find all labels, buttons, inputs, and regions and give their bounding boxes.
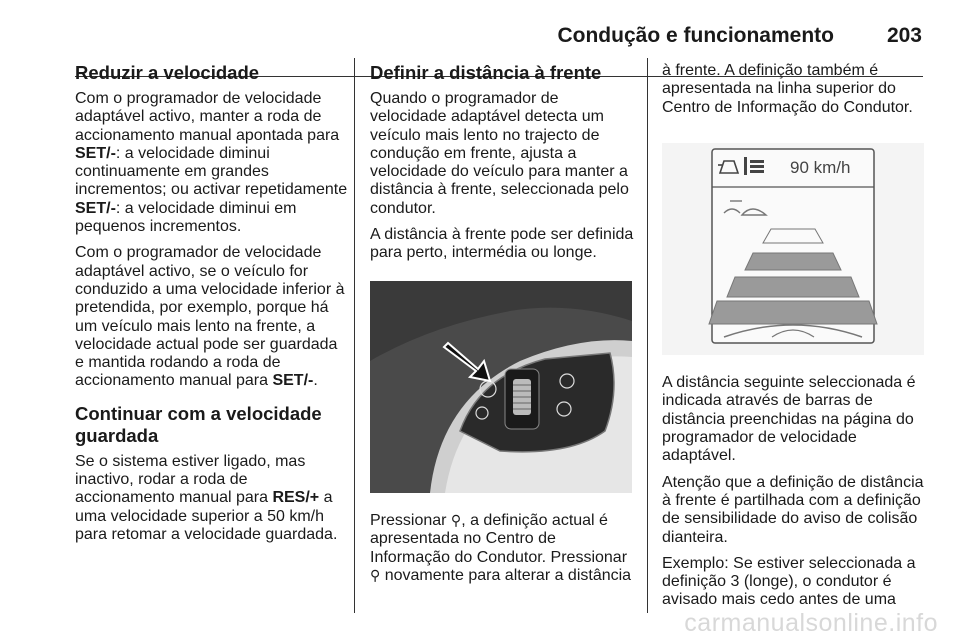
speed-readout: 90 km/h [790, 157, 851, 177]
paragraph [75, 90, 350, 236]
text: Com o programador de velocidade adaptável activo, se o veículo for conduzido a uma velocidade inferior à pretendida, por exemplo, porque há um veículo mais lento na frente, a velocidade actual pode ser guardada e mantida rodando a roda de accionamento manual para [75, 244, 345, 390]
distance-button-icon: ⚲ [370, 567, 381, 584]
steering-wheel-illustration [370, 281, 632, 493]
text: Pressionar [370, 511, 451, 529]
page-number: 203 [886, 24, 922, 47]
column-left [75, 62, 350, 552]
distance-button-icon: ⚲ [450, 512, 462, 529]
page-header [0, 24, 922, 54]
paragraph: A distância à frente pode ser definida para perto, intermédia ou longe. [370, 226, 634, 262]
paragraph: à frente. A definição também é apresentada na linha superior do Centro de Informação do Condutor. [662, 62, 913, 116]
text: a uma velocidade superior a 50 km/h para retomar a velocidade guardada. [75, 489, 338, 543]
distance-bar [727, 277, 859, 297]
heading-resume-speed: Continuar com a velocidade guardada [75, 402, 322, 446]
control-label: SET/- [272, 372, 314, 390]
paragraph: Atenção que a definição de distância à frente é partilhada com a definição de sensibilidade do aviso de colisão dianteira. [662, 473, 924, 546]
text: Com o programador de velocidade adaptável activo, manter a roda de accionamento manual apontada para [75, 90, 340, 144]
heading-reduce-speed: Reduzir a velocidade [75, 62, 260, 83]
column-divider [647, 58, 648, 613]
watermark: carmanualsonline.info [684, 609, 938, 637]
heading-set-distance: Definir a distância à frente [370, 62, 602, 83]
text: Se o sistema estiver ligado, mas inactivo, rodar a roda de accionamento manual para [75, 452, 306, 507]
column-divider [354, 58, 355, 613]
paragraph: A distância seguinte seleccionada é indicada através de barras de distância preenchidas na página do programador de velocidade adaptável. [662, 374, 916, 465]
column-right [662, 62, 927, 618]
control-label: SET/- [75, 199, 116, 217]
text: novamente para alterar a distância [380, 566, 632, 584]
text: : a velocidade diminui continuamente em grandes incrementos; ou activar repetidamente [75, 144, 348, 199]
paragraph: Quando o programador de velocidade adaptável detecta um veículo mais lento no trajecto de condução em frente, ajusta a velocidade do veículo para manter a distância à frente, seleccionada pelo condutor. [370, 90, 629, 217]
column-middle [370, 62, 635, 593]
paragraph: Exemplo: Se estiver seleccionada a definição 3 (longe), o condutor é avisado mais cedo antes de uma [662, 554, 916, 609]
paragraph [370, 512, 635, 585]
text: , a definição actual é apresentada no Centro de Informação do Condutor. Pressionar [370, 511, 628, 566]
control-label: SET/- [75, 144, 116, 162]
text: . [313, 372, 318, 390]
control-label: RES/+ [272, 489, 320, 507]
section-title: Condução e funcionamento [557, 24, 834, 47]
text: : a velocidade diminui em pequenos incrementos. [75, 199, 297, 236]
paragraph [75, 244, 350, 390]
distance-bar [745, 253, 841, 270]
driver-information-display-illustration [662, 143, 924, 355]
paragraph [75, 453, 350, 544]
distance-bar [709, 301, 877, 324]
